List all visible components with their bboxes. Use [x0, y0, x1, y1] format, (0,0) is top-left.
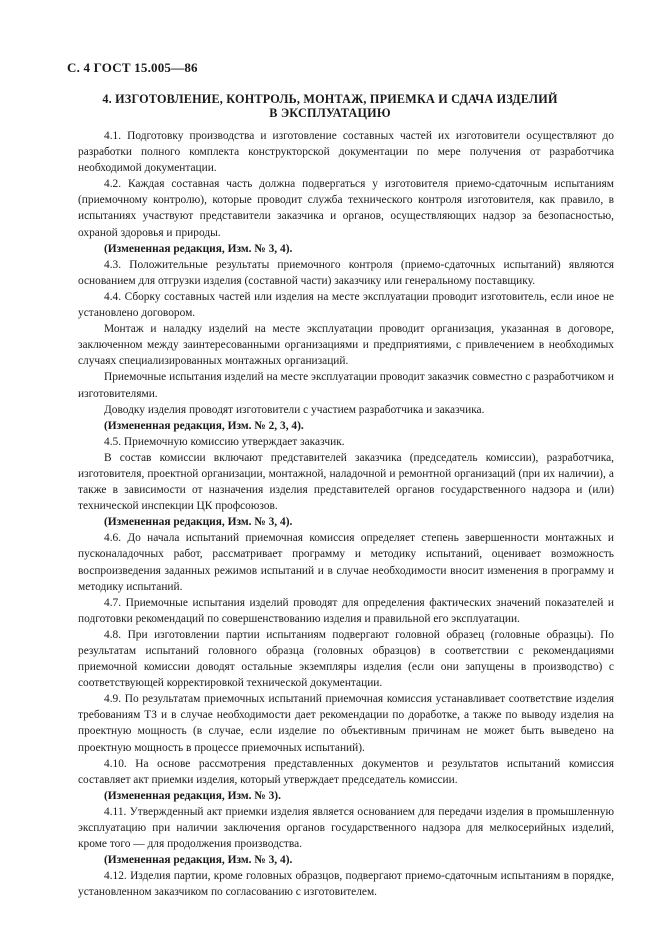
amendment-note: (Измененная редакция, Изм. № 2, 3, 4). [104, 419, 304, 432]
section-title [80, 92, 580, 120]
paragraph-4-5-commission: В состав комиссии включают представителей заказчика (председатель комиссии), разработчика, изготовителя, проектной организации, монтажной, наладочной и ремонтной организаций (при их наличии), а также в зависимости от назначения изделия представителей органов государственного надзора и (или) технической инспекции ЦК профсоюзов. [78, 451, 614, 513]
paragraph-4-9: 4.9. По результатам приемочных испытаний приемочная комиссия устанавливает соответствие изделия требованиям ТЗ и в случае необходимости дает рекомендации по доработке, а также по выводу изделия на проектную мощность (в случае, если изделие по объективным причинам не может быть выведено на проектную мощность в процессе приемочных испытаний). [78, 693, 614, 754]
paragraph-4-4: 4.4. Сборку составных частей или изделия на месте эксплуатации проводит изготовитель, если иное не установлено договором. [78, 290, 614, 320]
amendment-note: (Измененная редакция, Изм. № 3, 4). [104, 516, 293, 529]
page-header: С. 4 ГОСТ 15.005—86 [67, 60, 198, 75]
paragraph-4-8: 4.8. При изготовлении партии испытаниям подвергают головной образец (головные образцы). По результатам испытаний головного образца (головных образцов) в соответствии с рекомендациями приемочной комиссии доводят остальные экземпляры изделия (если они запущены в производство) с соответствующей корректировкой технической документации. [78, 628, 614, 690]
paragraph-4-1: 4.1. Подготовку производства и изготовление составных частей их изготовители осуществляют до разработки полного комплекта конструкторской документации по мере получения от разработчика необходимой документации. [78, 130, 614, 175]
section-title-line-1: 4. ИЗГОТОВЛЕНИЕ, КОНТРОЛЬ, МОНТАЖ, ПРИЕМКА И СДАЧА ИЗДЕЛИЙ [102, 92, 558, 106]
amendment-note: (Измененная редакция, Изм. № 3, 4). [104, 854, 293, 867]
paragraph-4-2: 4.2. Каждая составная часть должна подвергаться у изготовителя приемо-сдаточным испытаниям (приемочному контролю), которые проводит служба технического контроля изготовителя, как правило, в испытаниях участвуют представители заказчика и органов, осуществляющих надзор за безопасностью, охраной здоровья и природы. [78, 178, 614, 239]
paragraph-4-4-tests: Приемочные испытания изделий на месте эксплуатации проводит заказчик совместно с разработчиком и изготовителями. [78, 371, 614, 400]
amendment-note: (Измененная редакция, Изм. № 3, 4). [104, 242, 293, 255]
paragraph-4-4-finishing: Доводку изделия проводят изготовители с участием разработчика и заказчика. [104, 403, 485, 416]
paragraph-4-11: 4.11. Утвержденный акт приемки изделия является основанием для передачи изделия в промышленную эксплуатацию при наличии заключения органов государственного надзора для мелкосерийных изделий, кроме того — для продолжения производства. [78, 805, 614, 851]
paragraph-4-12: 4.12. Изделия партии, кроме головных образцов, подвергают приемо-сдаточным испытаниям в порядке, установленном заказчиком по согласованию с изготовителем. [78, 870, 614, 899]
paragraph-4-4-montage: Монтаж и наладку изделий на месте эксплуатации проводит организация, указанная в договоре, заключенном между заинтересованными организациями и предприятиями, с привлечением в необходимых случаях специализированных монтажных организаций. [78, 323, 614, 368]
section-title-line-2: В ЭКСПЛУАТАЦИЮ [269, 106, 391, 120]
document-body [78, 128, 614, 901]
paragraph-4-10: 4.10. На основе рассмотрения представленных документов и результатов испытаний комиссия составляет акт приемки изделия, который утверждает председатель комиссии. [78, 757, 614, 786]
paragraph-4-5: 4.5. Приемочную комиссию утверждает заказчик. [104, 435, 345, 448]
paragraph-4-6: 4.6. До начала испытаний приемочная комиссия определяет степень завершенности монтажных и пусконаладочных работ, рассматривает программу и методику испытаний, оценивает возможность воспроизведения заданных режимов испытаний и в случае необходимости вносит изменения в программу и методику испытаний. [78, 532, 614, 593]
paragraph-4-7: 4.7. Приемочные испытания изделий проводят для определения фактических значений показателей и подготовки рекомендаций по совершенствованию изделия и правильной его эксплуатации. [78, 596, 614, 625]
amendment-note: (Измененная редакция, Изм. № 3). [104, 789, 281, 802]
paragraph-4-3: 4.3. Положительные результаты приемочного контроля (приемо-сдаточных испытаний) являются основанием для отгрузки изделия (составной части) заказчику или генеральному поставщику. [78, 258, 614, 287]
